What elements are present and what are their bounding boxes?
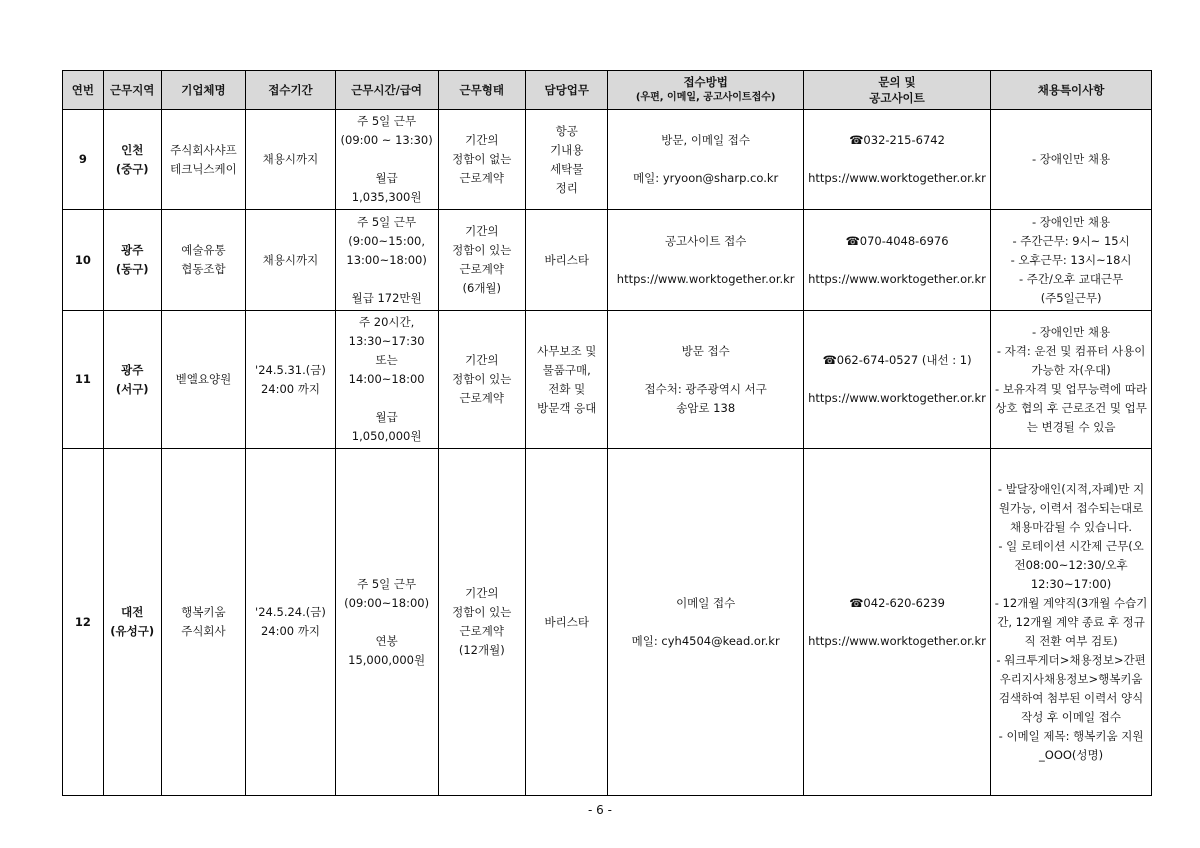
hours-pay-line [339,150,435,169]
company-line: 주식회사 [181,624,226,638]
cell-contact [803,110,990,210]
apply-method-line [611,150,799,169]
duty-line: 전화 및 [548,381,586,396]
hours-pay-line: 1,035,300원 [351,190,422,204]
hours-pay-line: 13:00~18:00) [346,252,427,267]
cell-contact [803,449,990,796]
cell-duty [526,210,608,311]
cell-duty [526,110,608,210]
hours-pay-line: 1,050,000원 [351,429,422,443]
company-line: 예술유통 [181,243,226,257]
cell-no: 10 [63,210,104,311]
apply-method-line [611,613,799,632]
duty-line: 물품구매, [542,362,591,377]
header-hours-pay: 근무시간/급여 [335,71,438,110]
header-apply-method-sub: (우편, 이메일, 공고사이트접수) [635,92,776,103]
hours-pay-line: 14:00~18:00 [348,372,425,386]
table-row [63,311,1152,449]
cell-apply-method [608,311,803,449]
company-line: 주식회사샤프 [170,142,237,157]
region-line: 광주 [121,243,144,257]
cell-company [161,110,245,210]
apply-method-line: 메일: yryoon@sharp.co.kr [633,171,779,185]
employment-type-line: 정함이 있는 [452,243,512,257]
employment-type-line: 기간의 [465,224,499,238]
job-listings-table [62,70,1152,796]
cell-employment-type [438,311,526,449]
table-header-row [63,71,1152,110]
region-line: 대전 [121,605,144,619]
header-apply-method-title: 접수방법 [683,75,728,89]
cell-apply-method [608,210,803,311]
notes-line: - 발달장애인(지적,자폐)만 지원가능, 이력서 접수되는대로 채용마감될 수 있습니다. [997,481,1145,534]
cell-no: 11 [63,311,104,449]
employment-type-line: 근로계약 [459,391,504,405]
period-line: '24.5.24.(금) [255,605,326,619]
duty-line: 기내용 [550,142,584,157]
contact-line [807,251,987,270]
employment-type-line: 기간의 [465,133,499,147]
employment-type-line: (6개월) [462,281,502,295]
cell-region [103,449,161,796]
duty-line: 방문객 응대 [537,400,597,415]
hours-pay-line: 15,000,000원 [348,652,426,667]
cell-notes [991,449,1152,796]
cell-hours-pay [335,210,438,311]
page-number: - 6 - [588,803,612,817]
duty-line: 바리스타 [544,614,589,629]
duty-line: 사무보조 및 [537,343,597,358]
cell-hours-pay [335,449,438,796]
notes-line: - 장애인만 채용 [1032,152,1111,166]
header-region: 근무지역 [103,71,161,110]
notes-line: - 워크투게더>채용정보>간편우리지사채용정보>행복키움 검색하여 첨부된 이력서 양식 작성 후 이메일 접수 [996,652,1146,724]
contact-line: https://www.worktogether.or.kr [808,271,986,286]
notes-line: - 보유자격 및 업무능력에 따라 상호 협의 후 근로조건 및 업무는 변경될 수 있음 [995,381,1148,434]
hours-pay-line: 13:30~17:30 [348,334,425,348]
notes-line: - 오후근무: 13시~18시 [1010,252,1132,267]
apply-method-line: 방문, 이메일 접수 [661,133,751,147]
region-line: (유성구) [110,624,155,638]
period-line: 채용시까지 [262,252,319,267]
hours-pay-line: (09:00~18:00) [344,595,430,610]
company-line: 협동조합 [181,262,226,276]
hours-pay-line [339,270,435,289]
header-notes: 채용특이사항 [991,71,1152,110]
cell-company [161,311,245,449]
cell-company [161,210,245,311]
apply-method-line [611,361,799,380]
apply-method-line: 공고사이트 접수 [664,233,747,248]
contact-line: https://www.worktogether.or.kr [808,391,986,405]
company-line: 행복키움 [181,605,226,619]
cell-period [246,311,336,449]
cell-notes [991,210,1152,311]
period-line: '24.5.31.(금) [255,362,326,377]
contact-line: https://www.worktogether.or.kr [808,633,986,648]
duty-line: 바리스타 [544,252,589,267]
region-line: 광주 [121,362,144,377]
cell-period [246,210,336,311]
cell-contact [803,311,990,449]
header-contact-line1: 문의 및 [878,75,916,89]
region-line: (서구) [115,381,149,396]
header-company: 기업체명 [161,71,245,110]
cell-region [103,210,161,311]
apply-method-line: 메일: cyh4504@kead.or.kr [631,633,780,648]
hours-pay-line: 또는 [375,353,398,367]
cell-period [246,110,336,210]
hours-pay-line: 연봉 [375,633,398,648]
header-apply-method [608,71,803,110]
apply-method-line: https://www.worktogether.or.kr [616,271,795,286]
apply-method-line: 이메일 접수 [676,595,736,610]
hours-pay-line: 월급 [375,410,398,424]
cell-employment-type [438,210,526,311]
notes-line: - 자격: 운전 및 컴퓨터 사용이 가능한 자(우대) [996,343,1146,377]
contact-line: ☎070-4048-6976 [845,233,949,248]
apply-method-line [611,251,799,270]
employment-type-line: 정함이 없는 [452,152,512,166]
header-contact [803,71,990,110]
table-row [63,210,1152,311]
cell-apply-method [608,449,803,796]
notes-line: - 12개월 계약직(3개월 수습기간, 12개월 계약 종료 후 정규직 전환 여부 검토) [994,595,1148,648]
cell-apply-method [608,110,803,210]
region-line: (동구) [115,262,149,276]
cell-duty [526,311,608,449]
notes-line: - 일 로테이션 시간제 근무(오전08:00~12:30/오후12:30~17:00) [998,538,1144,591]
employment-type-line: 기간의 [465,353,499,367]
hours-pay-line: 주 5일 근무 [357,114,417,128]
cell-company [161,449,245,796]
period-line: 채용시까지 [262,152,319,166]
employment-type-line: 근로계약 [459,262,504,276]
employment-type-line: (12개월) [458,643,505,657]
apply-method-line: 송암로 138 [676,400,736,415]
table-row [63,449,1152,796]
duty-line: 세탁물 [550,161,584,176]
contact-line: ☎042-620-6239 [849,595,945,610]
cell-no: 9 [63,110,104,210]
hours-pay-line: 월급 [375,171,398,185]
notes-line: - 이메일 제목: 행복키움 지원_OOO(성명) [998,728,1144,762]
notes-line: - 주간근무: 9시~ 15시 [1012,233,1130,248]
header-period: 접수기간 [246,71,336,110]
cell-period [246,449,336,796]
cell-duty [526,449,608,796]
hours-pay-line: 월급 172만원 [351,290,422,305]
header-duty: 담당업무 [526,71,608,110]
hours-pay-line [339,613,435,632]
contact-line [807,370,987,389]
region-line: 인천 [121,142,144,157]
employment-type-line: 근로계약 [459,624,504,638]
cell-hours-pay [335,311,438,449]
contact-line: https://www.worktogether.or.kr [808,171,986,185]
notes-line: (주5일근무) [1040,290,1102,305]
notes-line: - 장애인만 채용 [1032,214,1111,229]
apply-method-line: 방문 접수 [681,343,730,358]
cell-no: 12 [63,449,104,796]
hours-pay-line [339,389,435,408]
employment-type-line: 기간의 [465,586,499,600]
contact-line: ☎032-215-6742 [849,133,945,147]
table-row [63,110,1152,210]
company-line: 테크닉스케이 [170,161,237,176]
cell-employment-type [438,449,526,796]
contact-line: ☎062-674-0527 (내선 : 1) [822,353,972,367]
cell-region [103,110,161,210]
cell-hours-pay [335,110,438,210]
contact-line [807,613,987,632]
employment-type-line: 근로계약 [459,171,504,185]
cell-notes [991,311,1152,449]
period-line: 24:00 까지 [260,381,320,396]
hours-pay-line: (9:00~15:00, [348,233,425,248]
hours-pay-line: 주 20시간, [358,315,415,329]
company-line: 벧엘요양원 [175,372,232,386]
duty-line: 정리 [555,180,578,195]
cell-employment-type [438,110,526,210]
notes-line: - 장애인만 채용 [1032,324,1111,339]
employment-type-line: 정함이 있는 [452,605,512,619]
contact-line [807,150,987,169]
duty-line: 항공 [555,123,578,138]
header-contact-line2: 공고사이트 [869,91,925,105]
apply-method-line: 접수처: 광주광역시 서구 [644,381,767,396]
hours-pay-line: 주 5일 근무 [357,214,417,229]
notes-line: - 주간/오후 교대근무 [1018,271,1124,286]
hours-pay-line: 주 5일 근무 [357,576,417,591]
employment-type-line: 정함이 있는 [452,372,512,386]
region-line: (중구) [115,161,149,176]
cell-notes [991,110,1152,210]
cell-contact [803,210,990,311]
header-employment-type: 근무형태 [438,71,526,110]
period-line: 24:00 까지 [260,624,320,638]
cell-region [103,311,161,449]
hours-pay-line: (09:00 ~ 13:30) [340,133,433,147]
header-no: 연번 [63,71,104,110]
